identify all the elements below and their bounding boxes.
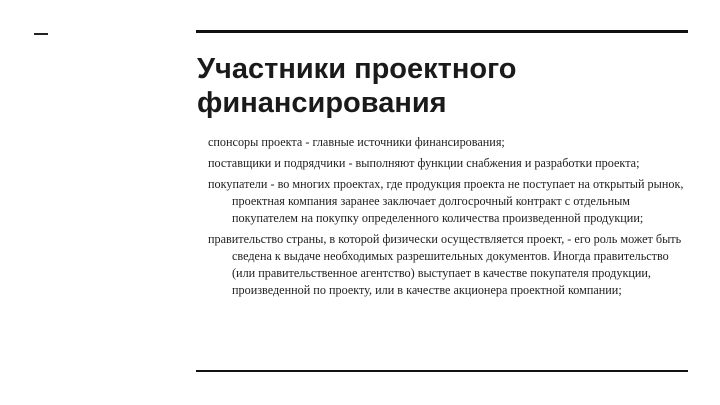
list-item-suppliers: поставщики и подрядчики - выполняют функции снабжения и разработки проекта; [208,156,640,170]
corner-dash [34,33,48,35]
slide-title: Участники проектного финансирования [197,53,517,119]
list-item-buyers: покупатели - во многих проектах, где продукция проекта не поступает на открытый рынок, проектная компания заранее заключает долгосрочный контракт с отдельным покупателем на покупку определенного количества произведенной продукции; [208,177,684,225]
top-divider [196,30,688,33]
list-item-sponsors: спонсоры проекта - главные источники финансирования; [208,135,505,149]
list-item-government: правительство страны, в которой физически осуществляется проект, - его роль может быть сведена к выдаче необходимых разрешительных документов. Иногда правительство (или правительственное агентство) выступает в качестве покупателя продукции, произведенной по проекту, или в качестве акционера проектной компании; [208,232,682,297]
participants-list [208,134,688,303]
bottom-divider [196,370,688,372]
